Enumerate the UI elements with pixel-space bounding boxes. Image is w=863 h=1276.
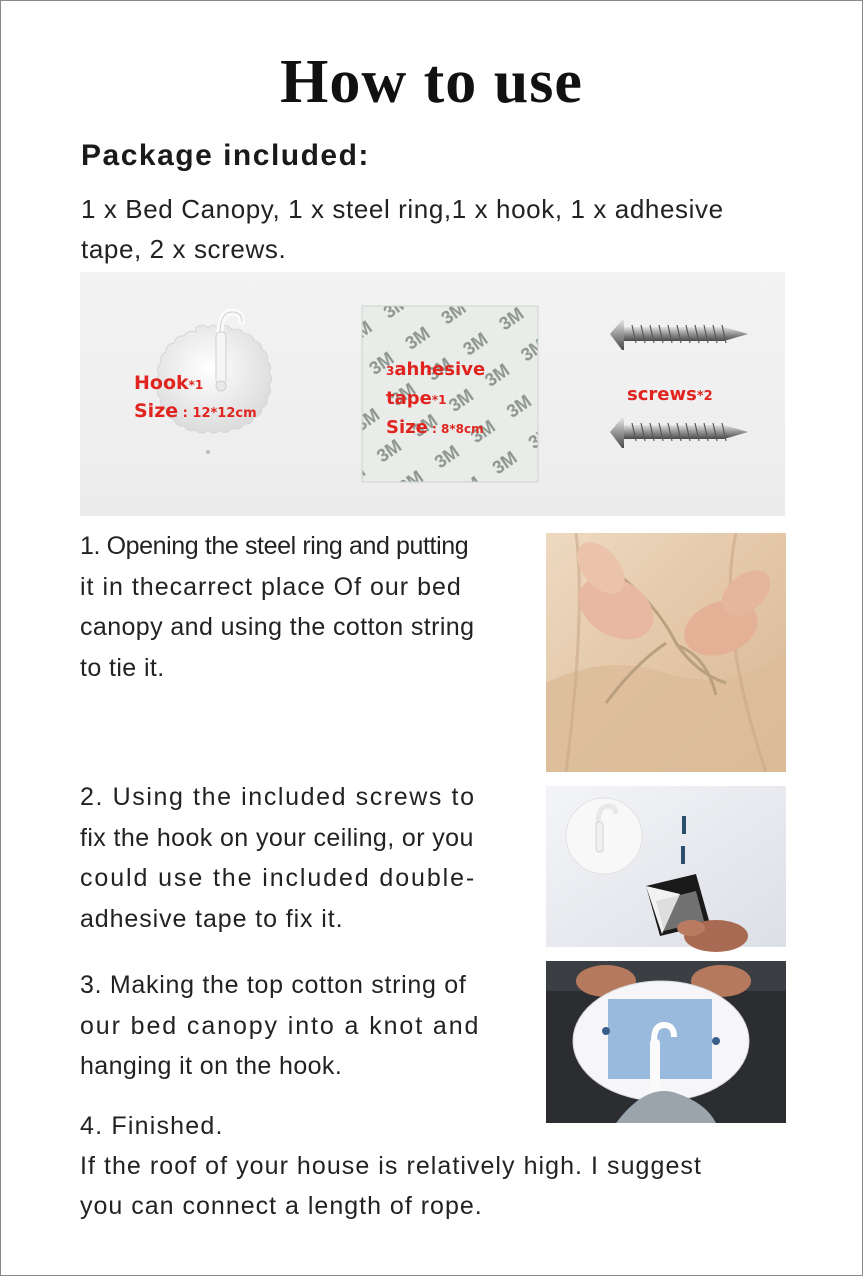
final-note-line-1: If the roof of your house is relatively high. I suggest [80,1152,702,1180]
step-1-photo [546,533,786,772]
package-photo [80,259,785,516]
step-line: 2. Using the included screws to [80,783,476,811]
page-title: How to use [280,48,583,116]
package-heading: Package included: [81,139,370,172]
final-note-line-2: you can connect a length of rope. [80,1192,483,1220]
tape-3m-logo: 3M [80,259,103,276]
hook-label [134,370,257,427]
step-line: canopy and using the cotton string [80,613,475,641]
tape-size-value: : 8*8cm [427,422,484,436]
tying-string-illustration [546,533,786,772]
package-line-2: tape, 2 x screws. [81,234,287,264]
hook-size-value: : 12*12cm [178,406,257,421]
tape-label [386,356,485,443]
tape-name-1: ahhesive [394,359,486,380]
step-line: our bed canopy into a knot and [80,1011,481,1040]
step-line: 3. Making the top cotton string of [80,971,467,999]
screws-qty: *2 [696,389,713,404]
hook-and-tape-illustration [546,786,786,947]
step-1-text [80,526,530,688]
step-line: fix the hook on your ceiling, or you [80,823,474,852]
step-line: could use the included double- [80,864,477,892]
step-line: adhesive tape to fix it. [80,904,344,933]
step-line: 1. Opening the steel ring and putting [80,532,469,560]
hook-name: Hook [134,372,189,394]
tape-name-2: tape [386,388,432,409]
tape-prefix: 3 [386,364,395,378]
tape-size-label: Size [386,417,428,438]
screws-name: screws [627,384,697,405]
screw-icon [610,418,748,448]
screws-label [627,384,713,405]
final-step: 4. Finished. [80,1112,224,1140]
hook-qty: *1 [188,378,204,392]
step-3-photo [546,961,786,1123]
package-line-1: 1 x Bed Canopy, 1 x steel ring,1 x hook, 1 x adhesive [81,194,724,224]
screw-icon [610,320,748,350]
final-section [80,1106,810,1226]
step-2-photo [546,786,786,947]
step-line: hanging it on the hook. [80,1052,343,1080]
step-3-text [80,965,530,1087]
package-contents [81,189,801,269]
hook-size-label: Size [134,400,179,422]
step-line: to tie it. [80,653,165,682]
hanging-knot-illustration [546,961,786,1123]
tape-qty: *1 [431,393,447,407]
step-2-text [80,777,530,939]
step-line: it in thecarrect place Of our bed [80,572,462,601]
